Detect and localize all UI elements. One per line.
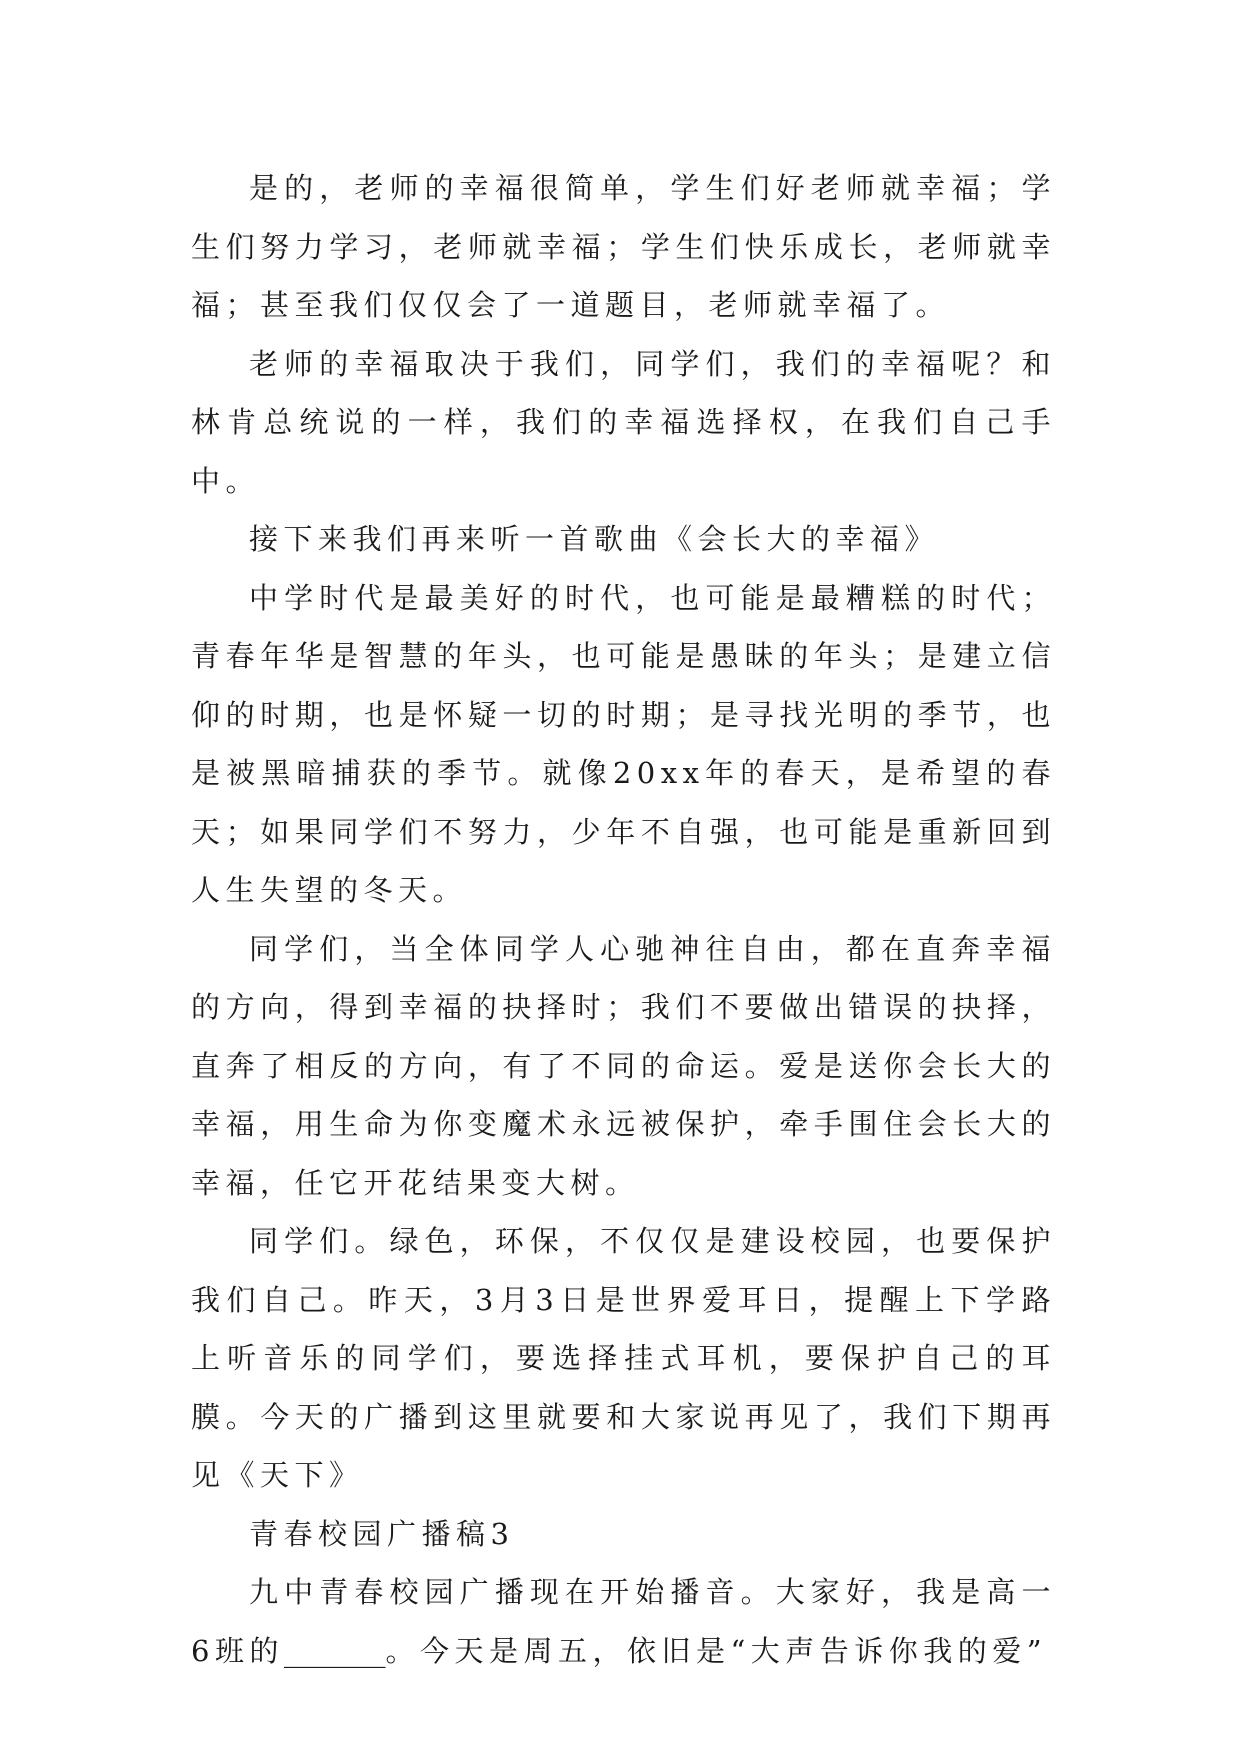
paragraph-last xyxy=(191,1563,1056,1680)
paragraph: 同学们，当全体同学人心驰神往自由，都在直奔幸福的方向，得到幸福的抉择时；我们不要做出错误的抉择，直奔了相反的方向，有了不同的命运。爱是送你会长大的幸福，用生命为你变魔术永远被保护，牵手围住会长大的幸福，任它开花结果变大树。 xyxy=(191,931,1056,1200)
document-body xyxy=(191,159,1056,1680)
paragraph: 中学时代是最美好的时代，也可能是最糟糕的时代；青春年华是智慧的年头，也可能是愚昧的年头；是建立信仰的时期，也是怀疑一切的时期；是寻找光明的季节，也是被黑暗捕获的季节。就像20xx年的春天，是希望的春天；如果同学们不努力，少年不自强，也可能是重新回到人生失望的冬天。 xyxy=(191,580,1056,907)
fill-in-blank: _______ xyxy=(283,1633,386,1668)
paragraph-text: 九中青春校园广播现在开始播音。大家好，我是高一6班的 xyxy=(191,1575,1056,1668)
paragraph: 同学们。绿色，环保，不仅仅是建设校园，也要保护我们自己。昨天，3月3日是世界爱耳日，提醒上下学路上听音乐的同学们，要选择挂式耳机，要保护自己的耳膜。今天的广播到这里就要和大家说再见了，我们下期再见《天下》 xyxy=(191,1224,1056,1492)
paragraph: 是的，老师的幸福很简单，学生们好老师就幸福；学生们努力学习，老师就幸福；学生们快乐成长，老师就幸福；甚至我们仅仅会了一道题目，老师就幸福了。 xyxy=(191,171,1056,322)
paragraph-text: 。今天是周五，依旧是“大声告诉你我的爱” xyxy=(385,1633,1048,1668)
section-heading: 青春校园广播稿3 xyxy=(249,1516,515,1551)
paragraph: 接下来我们再来听一首歌曲《会长大的幸福》 xyxy=(249,522,940,556)
paragraph: 老师的幸福取决于我们，同学们，我们的幸福呢？和林肯总统说的一样，我们的幸福选择权，在我们自己手中。 xyxy=(191,346,1056,498)
